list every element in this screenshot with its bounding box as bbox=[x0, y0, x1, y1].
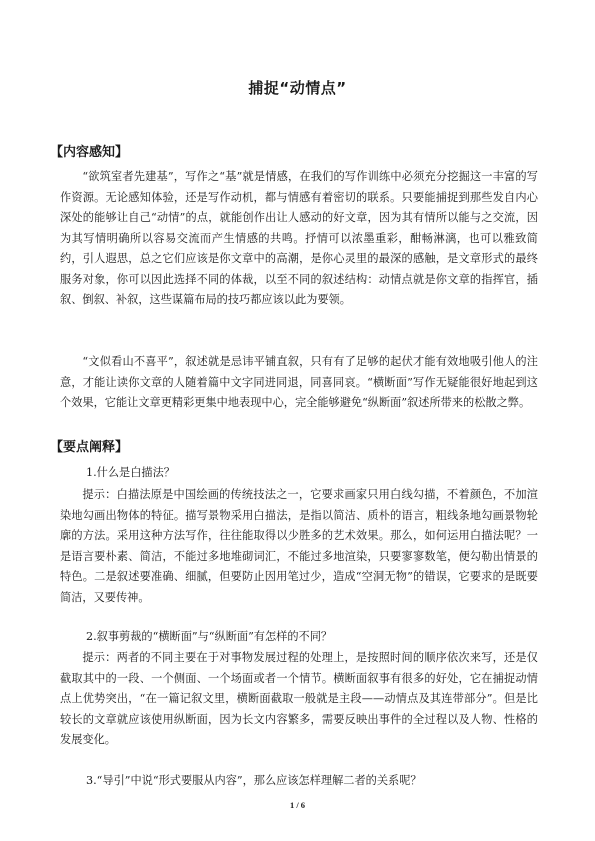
section-heading-key-points: 【要点阐释】 bbox=[50, 440, 129, 455]
question-2: 2.叙事剪裁的“横断面”与“纵断面”有怎样的不同？ bbox=[86, 630, 333, 643]
question-3: 3.“导引”中说“形式要服从内容”，那么应该怎样理解二者的关系呢？ bbox=[86, 774, 422, 787]
question-1: 1.什么是白描法？ bbox=[86, 466, 175, 479]
answer-2: 提示：两者的不同主要在于对事物发展过程的处理上，是按照时间的顺序依次来写，还是仅截取其中的一段、一个侧面、一个场面或者一个情节。横断面叙事有很多的好处，它在捕捉动情点上优势突出，“在一篇记叙文里，横断面截取一般就是主段——动情点及其连带部分”。但是比较长的文章就应该使用纵断面，因为长文内容繁多，需要反映出事件的全过程以及人物、性格的发展变化。 bbox=[60, 651, 538, 746]
paragraph-2: “文似看山不喜平”，叙述就是忌讳平铺直叙，只有有了足够的起伏才能有效地吸引他人的注意，才能让读你文章的人随着篇中文字同进同退，同喜同哀。“横断面”写作无疑能很好地起到这个效果，它能让文章更精彩更集中地表现中心，完全能够避免“纵断面”叙述所带来的松散之弊。 bbox=[60, 355, 538, 409]
answer-1: 提示：白描法原是中国绘画的传统技法之一，它要求画家只用白线勾描，不着颜色，不加渲染地勾画出物体的特征。描写景物采用白描法，是指以简洁、质朴的语言，粗线条地勾画景物轮廓的方法。采用这种方法写作，往往能取得以少胜多的艺术效果。那么，如何运用白描法呢？一是语言要朴素、简洁，不能过多地堆砌词汇，不能过多地渲染，只要寥寥数笔，便勾勒出情景的特色。二是叙述要准确、细腻，但要防止因用笔过少，造成“空洞无物”的错误，它要求的是既要简洁，又要传神。 bbox=[60, 488, 538, 604]
section-heading-content: 【内容感知】 bbox=[50, 145, 129, 160]
paragraph-1: “欲筑室者先建基”，写作之“基”就是情感，在我们的写作训练中必须充分挖掘这一丰富的写作资源。无论感知体验，还是写作动机，都与情感有着密切的联系。只要能捕捉到那些发自内心深处的能够让自己“动情”的点，就能创作出让人感动的好文章，因为其有情所以能与之交流，因为其写情明确所以容易交流而产生情感的共鸣。抒情可以浓墨重彩，酣畅淋漓，也可以雅致简约，引人遐思，总之它们应该是你文章中的高潮，是你心灵里的最深的感触，是文章形式的最终服务对象，你可以因此选择不同的体裁，以至不同的叙述结构：动情点就是你文章的指挥官，插叙、倒叙、补叙，这些谋篇布局的技巧都应该以此为要领。 bbox=[60, 170, 538, 306]
document-title: 捕捉“动情点” bbox=[248, 79, 347, 97]
page-number: 1 / 6 bbox=[289, 800, 306, 810]
